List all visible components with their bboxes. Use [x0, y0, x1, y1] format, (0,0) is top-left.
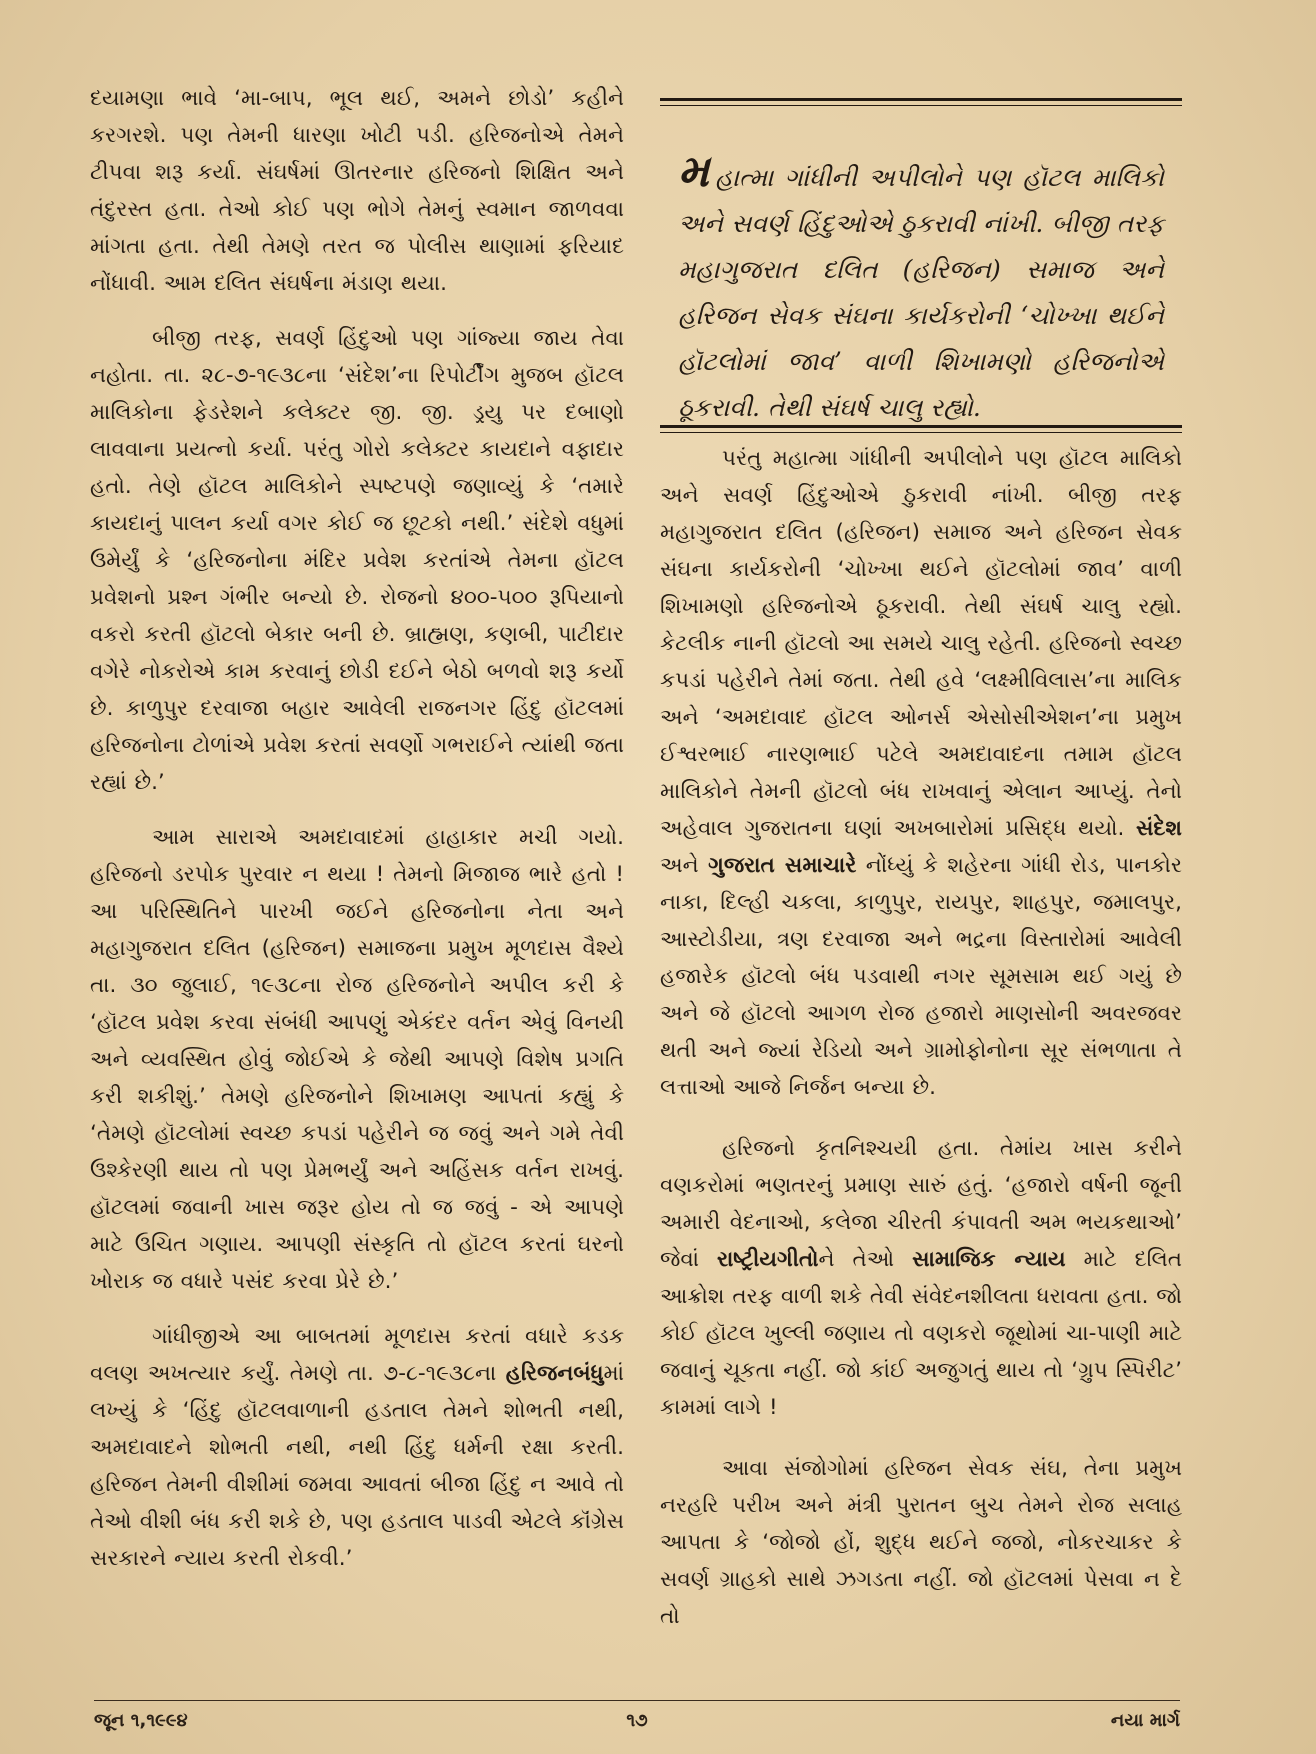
text-run: પરંતુ મહાત્મા ગાંધીની અપીલોને પણ હૉટલ માલિકો અને સવર્ણ હિંદુઓએ ઠુકરાવી નાંખી. બીજી તરફ મહાગુજરાત દલિત (હરિજન) સમાજ અને હરિજન સેવક સંઘના કાર્યકરોની ‘ચોખ્ખા થઈને હૉટલોમાં જાવ’ વાળી શિખામણો હરિજનોએ ઠૂકરાવી. તેથી સંઘર્ષ ચાલુ રહ્યો. કેટલીક નાની હૉટલો આ સમયે ચાલુ રહેતી. હરિજનો સ્વચ્છ કપડાં પહેરીને તેમાં જતા. તેથી હવે ‘લક્ષ્મીવિલાસ’ના માલિક અને ‘અમદાવાદ હૉટલ ઓનર્સ એસોસીએશન’ના પ્રમુખ ઈશ્વરભાઈ નારણભાઈ પટેલે અમદાવાદના તમામ હૉટલ માલિકોને તેમની હૉટલો બંધ રાખવાનું એલાન આપ્યું. તેનો અહેવાલ ગુજરાતના ઘણાં અખબારોમાં પ્રસિદ્ધ થયો.: [660, 446, 1182, 841]
left-paragraph-2: બીજી તરફ, સવર્ણ હિંદુઓ પણ ગાંજ્યા જાય તેવા નહોતા. તા. ૨૮-૭-૧૯૩૮ના ‘સંદેશ’ના રિપોર્ટીંગ મુજબ હૉટલ માલિકોના ફેડરેશને કલેક્ટર જી. જી. ડ્રયુ પર દબાણો લાવવાના પ્રયત્નો કર્યા. પરંતુ ગોરો કલેક્ટર કાયદાને વફાદાર હતો. તેણે હૉટલ માલિકોને સ્પષ્ટપણે જણાવ્યું કે ‘તમારે કાયદાનું પાલન કર્યા વગર કોઈ જ છૂટકો નથી.’ સંદેશે વધુમાં ઉમેર્યું કે ‘હરિજનોના મંદિર પ્રવેશ કરતાંએ તેમના હૉટલ પ્રવેશનો પ્રશ્ન ગંભીર બન્યો છે. રોજનો ૪૦૦-૫૦૦ રૂપિયાનો વકરો કરતી હૉટલો બેકાર બની છે. બ્રાહ્મણ, કણબી, પાટીદાર વગેરે નોકરોએ કામ કરવાનું છોડી દઈને બેઠો બળવો શરૂ કર્યો છે. કાળુપુર દરવાજા બહાર આવેલી રાજનગર હિંદુ હૉટલમાં હરિજનોના ટોળાંએ પ્રવેશ કરતાં સવર્ણો ગભરાઈને ત્યાંથી જતા રહ્યાં છે.’: [90, 326, 624, 795]
newspaper-name: ગુજરાત સમાચારે: [708, 853, 857, 878]
right-column: [660, 80, 1182, 1635]
newspaper-name: સંદેશ: [1135, 816, 1182, 841]
left-paragraph-4: [90, 1318, 624, 1577]
footer-rule: [94, 1700, 1180, 1701]
footer-date: જૂન ૧,૧૯૯૪: [94, 1710, 188, 1731]
publication-title: નયા માર્ગ: [1110, 1710, 1180, 1731]
text-run: નોંધ્યું કે શહેરના ગાંધી રોડ, પાનકોર નાકા, દિલ્હી ચકલા, કાળુપુર, રાયપુર, શાહપુર, જમાલપુર, આસ્ટોડીયા, ત્રણ દરવાજા અને ભદ્રના વિસ્તારોમાં આવેલી હજારેક હૉટલો બંધ પડવાથી નગર સૂમસામ થઈ ગયું છે અને જે હૉટલો આગળ રોજ હજારો માણસોની અવરજવર થતી અને જ્યાં રેડિયો અને ગ્રામોફોનોના સૂર સંભળાતા તે લત્તાઓ આજે નિર્જન બન્યા છે.: [660, 853, 1182, 1100]
right-paragraph-3: આવા સંજોગોમાં હરિજન સેવક સંઘ, તેના પ્રમુખ નરહરિ પરીખ અને મંત્રી પુરાતન બુચ તેમને રોજ સલાહ આપતા કે ‘જોજો હોં, શુદ્ધ થઈને જજો, નોકરચાકર કે સવર્ણ ગ્રાહકો સાથે ઝગડતા નહીં. જો હૉટલમાં પેસવા ન દે તો: [660, 1456, 1182, 1629]
pull-quote-top-rule: [660, 98, 1182, 106]
page-number: ૧૭: [626, 1710, 648, 1731]
page-footer: [94, 1700, 1180, 1736]
text-run: ને તેઓ: [818, 1247, 913, 1272]
left-paragraph-3: આમ સારાએ અમદાવાદમાં હાહાકાર મચી ગયો. હરિજનો ડરપોક પુરવાર ન થયા ! તેમનો મિજાજ ભારે હતો ! આ પરિસ્થિતિને પારખી જઈને હરિજનોના નેતા અને મહાગુજરાત દલિત (હરિજન) સમાજના પ્રમુખ મૂળદાસ વૈશ્યે તા. ૩૦ જુલાઈ, ૧૯૩૮ના રોજ હરિજનોને અપીલ કરી કે ‘હૉટલ પ્રવેશ કરવા સંબંધી આપણું એકંદર વર્તન એવું વિનયી અને વ્યવસ્થિત હોવું જોઈએ કે જેથી આપણે વિશેષ પ્રગતિ કરી શકીશું.’ તેમણે હરિજનોને શિખામણ આપતાં કહ્યું કે ‘તેમણે હૉટલોમાં સ્વચ્છ કપડાં પહેરીને જ જવું અને ગમે તેવી ઉશ્કેરણી થાય તો પણ પ્રેમભર્યું અને અહિંસક વર્તન રાખવું. હૉટલમાં જવાની ખાસ જરૂર હોય તો જ જવું - એ આપણે માટે ઉચિત ગણાય. આપણી સંસ્કૃતિ તો હૉટલ કરતાં ઘરનો ખોરાક જ વધારે પસંદ કરવા પ્રેરે છે.’: [90, 825, 624, 1294]
drop-cap: મ: [678, 146, 710, 197]
text-run: અને: [660, 853, 709, 878]
pull-quote-body: હાત્મા ગાંધીની અપીલોને પણ હૉટલ માલિકો અને સવર્ણ હિંદુઓએ ઠુકરાવી નાંખી. બીજી તરફ મહાગુજરાત દલિત (હરિજન) સમાજ અને હરિજન સેવક સંઘના કાર્યકરોની ‘ચોખ્ખા થઈને હૉટલોમાં જાવ’ વાળી શિખામણો હરિજનોએ ઠૂકરાવી. તેથી સંઘર્ષ ચાલુ રહ્યો.: [678, 163, 1164, 422]
pull-quote: [660, 80, 1182, 440]
text-run: માં લખ્યું કે ‘હિંદુ હૉટલવાળાની હડતાલ તેમને શોભતી નથી, અમદાવાદને શોભતી નથી, નથી હિંદુ ધર્મની રક્ષા કરતી. હરિજન તેમની વીશીમાં જમવા આવતાં બીજા હિંદુ ન આવે તો તેઓ વીશી બંધ કરી શકે છે, પણ હડતાલ પાડવી એટલે કૉંગ્રેસ સરકારને ન્યાય કરતી રોકવી.’: [90, 1361, 624, 1571]
text-run: હરિજનો કૃતનિશ્ચયી હતા. તેમાંય ખાસ કરીને વણકરોમાં ભણતરનું પ્રમાણ સારું હતું. ‘હજારો વર્ષની જૂની અમારી વેદનાઓ, કલેજા ચીરતી કંપાવતી અમ ભયકથાઓ’ જેવાં: [660, 1136, 1182, 1272]
pull-quote-bottom-rule: [660, 425, 1182, 433]
text-run: માટે દલિત આક્રોશ તરફ વાળી શકે તેવી સંવેદનશીલતા ધરાવતા હતા. જો કોઈ હૉટલ ખુલ્લી જણાય તો વણકરો જૂથોમાં ચા-પાણી માટે જવાનું ચૂકતા નહીં. જો કાંઈ અજુગતું થાય તો ‘ગ્રુપ સ્પિરીટ’ કામમાં લાગે !: [660, 1247, 1183, 1420]
emphasis-text: રાષ્ટ્રીયગીતો: [717, 1247, 819, 1272]
left-paragraph-1: દયામણા ભાવે ‘મા-બાપ, ભૂલ થઈ, અમને છોડો’ કહીને કરગરશે. પણ તેમની ધારણા ખોટી પડી. હરિજનોએ તેમને ટીપવા શરૂ કર્યા. સંઘર્ષમાં ઊતરનાર હરિજનો શિક્ષિત અને તંદુરસ્ત હતા. તેઓ કોઈ પણ ભોગે તેમનું સ્વમાન જાળવવા માંગતા હતા. તેથી તેમણે તરત જ પોલીસ થાણામાં ફરિયાદ નોંધાવી. આમ દલિત સંઘર્ષના મંડાણ થયા.: [90, 86, 624, 296]
right-paragraph-1: [660, 440, 1182, 1106]
emphasis-text: સામાજિક ન્યાય: [912, 1247, 1066, 1272]
left-column: [90, 80, 624, 1577]
pull-quote-text: [678, 146, 1164, 431]
right-paragraph-2: [660, 1130, 1182, 1426]
publication-name: હરિજનબંધુ: [505, 1361, 604, 1386]
text-run: ગાંધીજીએ આ બાબતમાં મૂળદાસ કરતાં વધારે કડક વલણ અખત્યાર કર્યું. તેમણે તા. ૭-૮-૧૯૩૮ના: [90, 1324, 624, 1386]
